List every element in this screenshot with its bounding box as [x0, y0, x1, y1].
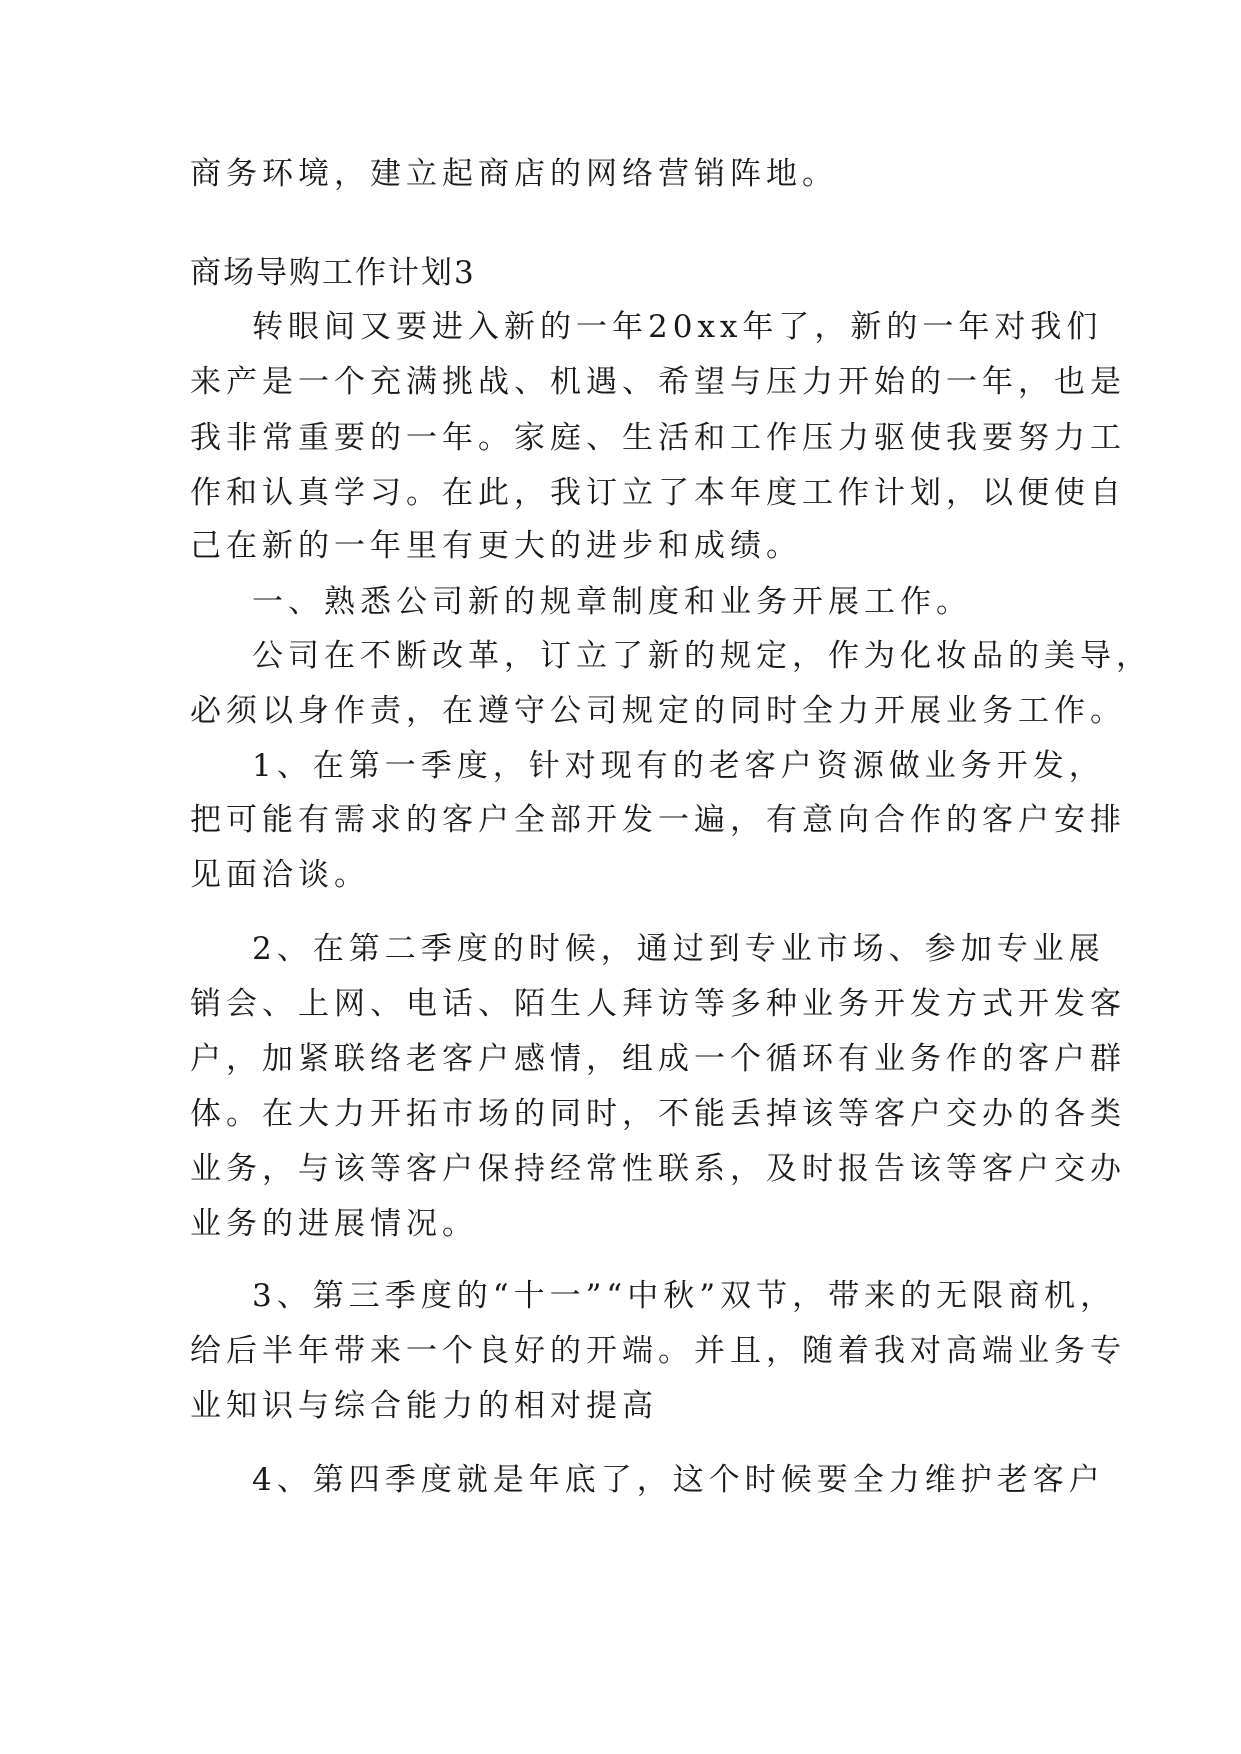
paragraph-line: 给后半年带来一个良好的开端。并且，随着我对高端业务专 — [190, 1333, 1126, 1369]
list-item: 2、在第二季度的时候，通过到专业市场、参加专业展 — [252, 931, 1105, 967]
paragraph-line: 户，加紧联络老客户感情，组成一个循环有业务作的客户群 — [190, 1041, 1126, 1077]
list-item: 1、在第一季度，针对现有的老客户资源做业务开发， — [252, 748, 1105, 784]
paragraph-line: 公司在不断改革，订立了新的规定，作为化妆品的美导， — [252, 638, 1152, 674]
paragraph-line: 业务的进展情况。 — [190, 1206, 478, 1242]
list-item: 4、第四季度就是年底了，这个时候要全力维护老客户 — [252, 1462, 1105, 1498]
paragraph-line: 必须以身作责，在遵守公司规定的同时全力开展业务工作。 — [190, 693, 1126, 729]
paragraph-line: 商务环境，建立起商店的网络营销阵地。 — [190, 156, 838, 192]
paragraph-line: 业知识与综合能力的相对提高 — [190, 1388, 658, 1424]
paragraph-line: 我非常重要的一年。家庭、生活和工作压力驱使我要努力工 — [190, 420, 1126, 456]
paragraph-line: 来产是一个充满挑战、机遇、希望与压力开始的一年，也是 — [190, 364, 1126, 400]
paragraph-line: 销会、上网、电话、陌生人拜访等多种业务开发方式开发客 — [190, 986, 1126, 1022]
paragraph-line: 把可能有需求的客户全部开发一遍，有意向合作的客户安排 — [190, 802, 1126, 838]
list-item: 3、第三季度的“十一”“中秋”双节，带来的无限商机， — [252, 1278, 1117, 1314]
section-title: 商场导购工作计划3 — [190, 255, 476, 291]
paragraph-line: 体。在大力开拓市场的同时，不能丢掉该等客户交办的各类 — [190, 1096, 1126, 1132]
paragraph-line: 见面洽谈。 — [190, 857, 370, 893]
paragraph-line: 作和认真学习。在此，我订立了本年度工作计划，以便使自 — [190, 475, 1126, 511]
subheading: 一、熟悉公司新的规章制度和业务开展工作。 — [252, 584, 972, 620]
paragraph-line: 己在新的一年里有更大的进步和成绩。 — [190, 528, 802, 564]
paragraph-line: 转眼间又要进入新的一年20xx年了，新的一年对我们 — [252, 309, 1103, 345]
paragraph-line: 业务，与该等客户保持经常性联系，及时报告该等客户交办 — [190, 1151, 1126, 1187]
